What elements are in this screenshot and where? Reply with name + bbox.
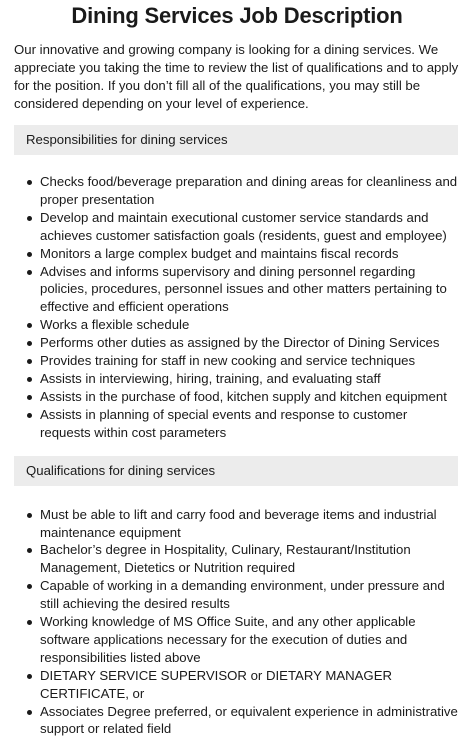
list-item: Performs other duties as assigned by the Director of Dining Services (26, 334, 458, 352)
list-item: Checks food/beverage preparation and dining areas for cleanliness and proper presentation (26, 173, 458, 209)
list-item: Works a flexible schedule (26, 316, 458, 334)
list-item: Associates Degree preferred, or equivalent experience in administrative support or related field (26, 703, 458, 738)
list-item: Working knowledge of MS Office Suite, and any other applicable software applications necessary for the execution of duties and responsibilities listed above (26, 613, 458, 667)
list-item: Provides training for staff in new cooking and service techniques (26, 352, 458, 370)
page-title: Dining Services Job Description (71, 3, 403, 28)
qualifications-list (14, 506, 458, 738)
list-item: Must be able to lift and carry food and beverage items and industrial maintenance equipment (26, 506, 458, 542)
responsibilities-list (14, 173, 458, 442)
qualifications-heading: Qualifications for dining services (14, 456, 458, 486)
list-item: Capable of working in a demanding environment, under pressure and still achieving the desired results (26, 577, 458, 613)
list-item: DIETARY SERVICE SUPERVISOR or DIETARY MANAGER CERTIFICATE, or (26, 667, 458, 703)
list-item: Advises and informs supervisory and dining personnel regarding policies, procedures, personnel issues and other matters pertaining to effective and efficient operations (26, 263, 458, 317)
list-item: Bachelor’s degree in Hospitality, Culinary, Restaurant/Institution Management, Dietetics or Nutrition required (26, 541, 458, 577)
list-item: Assists in planning of special events and response to customer requests within cost parameters (26, 406, 458, 442)
list-item: Assists in the purchase of food, kitchen supply and kitchen equipment (26, 388, 458, 406)
list-item: Develop and maintain executional customer service standards and achieves customer satisfaction goals (residents, guest and employee) (26, 209, 458, 245)
responsibilities-heading: Responsibilities for dining services (14, 125, 458, 155)
list-item: Monitors a large complex budget and maintains fiscal records (26, 245, 458, 263)
list-item: Assists in interviewing, hiring, training, and evaluating staff (26, 370, 458, 388)
intro-paragraph: Our innovative and growing company is looking for a dining services. We appreciate you taking the time to review the list of qualifications and to apply for the position. If you don’t fill all of the qualifications, you may still be considered depending on your level of experience. (14, 42, 459, 111)
